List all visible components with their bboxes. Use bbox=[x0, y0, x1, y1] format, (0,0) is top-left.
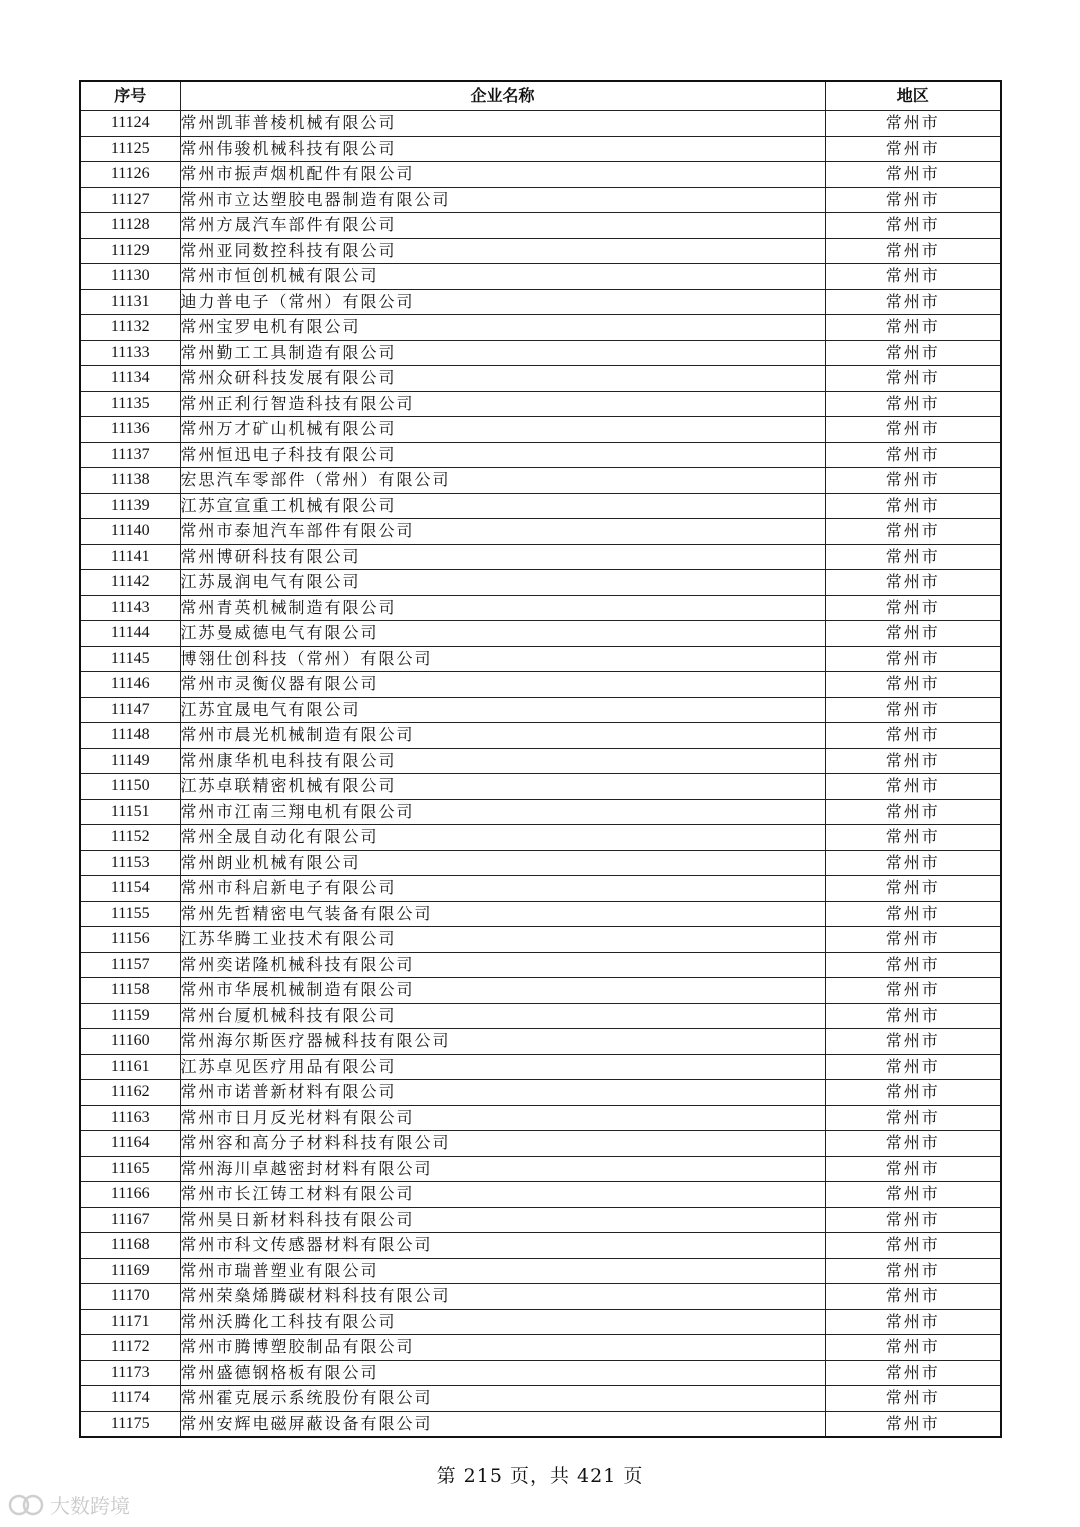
cell-region: 常州市 bbox=[825, 1105, 1001, 1131]
cell-serial-number: 11125 bbox=[80, 136, 180, 162]
table-row bbox=[80, 1411, 1001, 1437]
table-row bbox=[80, 238, 1001, 264]
cell-serial-number: 11157 bbox=[80, 952, 180, 978]
table-row bbox=[80, 111, 1001, 137]
table-row bbox=[80, 646, 1001, 672]
cell-company-name: 江苏华腾工业技术有限公司 bbox=[180, 927, 825, 953]
cell-serial-number: 11148 bbox=[80, 723, 180, 749]
cell-company-name: 常州荣燊烯腾碳材料科技有限公司 bbox=[180, 1284, 825, 1310]
table-row bbox=[80, 799, 1001, 825]
table-row bbox=[80, 442, 1001, 468]
enterprise-table bbox=[79, 80, 1002, 1438]
cell-serial-number: 11175 bbox=[80, 1411, 180, 1437]
cell-serial-number: 11139 bbox=[80, 493, 180, 519]
cell-serial-number: 11129 bbox=[80, 238, 180, 264]
table-row bbox=[80, 748, 1001, 774]
cell-company-name: 常州青英机械制造有限公司 bbox=[180, 595, 825, 621]
table-row bbox=[80, 1360, 1001, 1386]
cell-region: 常州市 bbox=[825, 1386, 1001, 1412]
cell-company-name: 江苏宜晟电气有限公司 bbox=[180, 697, 825, 723]
cell-region: 常州市 bbox=[825, 1003, 1001, 1029]
table-row bbox=[80, 162, 1001, 188]
cell-region: 常州市 bbox=[825, 1131, 1001, 1157]
table-row bbox=[80, 927, 1001, 953]
table-row bbox=[80, 289, 1001, 315]
cell-company-name: 常州市立达塑胶电器制造有限公司 bbox=[180, 187, 825, 213]
cell-region: 常州市 bbox=[825, 723, 1001, 749]
table-row bbox=[80, 1080, 1001, 1106]
watermark bbox=[8, 1490, 130, 1519]
cell-company-name: 博翎仕创科技（常州）有限公司 bbox=[180, 646, 825, 672]
cell-region: 常州市 bbox=[825, 774, 1001, 800]
cell-company-name: 常州市科启新电子有限公司 bbox=[180, 876, 825, 902]
table-row bbox=[80, 468, 1001, 494]
cell-serial-number: 11160 bbox=[80, 1029, 180, 1055]
cell-company-name: 常州康华机电科技有限公司 bbox=[180, 748, 825, 774]
cell-region: 常州市 bbox=[825, 111, 1001, 137]
cell-serial-number: 11159 bbox=[80, 1003, 180, 1029]
watermark-logo-icon bbox=[8, 1493, 44, 1517]
watermark-text: 大数跨境 bbox=[50, 1494, 130, 1518]
table-row bbox=[80, 850, 1001, 876]
table-row bbox=[80, 1233, 1001, 1259]
table-row bbox=[80, 417, 1001, 443]
table-row bbox=[80, 136, 1001, 162]
table-row bbox=[80, 1386, 1001, 1412]
cell-region: 常州市 bbox=[825, 1360, 1001, 1386]
table-row bbox=[80, 1029, 1001, 1055]
cell-serial-number: 11132 bbox=[80, 315, 180, 341]
cell-serial-number: 11156 bbox=[80, 927, 180, 953]
cell-serial-number: 11164 bbox=[80, 1131, 180, 1157]
table-row bbox=[80, 978, 1001, 1004]
table-row bbox=[80, 1131, 1001, 1157]
table-row bbox=[80, 519, 1001, 545]
cell-company-name: 常州容和高分子材料科技有限公司 bbox=[180, 1131, 825, 1157]
cell-company-name: 常州市腾博塑胶制品有限公司 bbox=[180, 1335, 825, 1361]
cell-region: 常州市 bbox=[825, 340, 1001, 366]
cell-serial-number: 11134 bbox=[80, 366, 180, 392]
cell-serial-number: 11167 bbox=[80, 1207, 180, 1233]
table-row bbox=[80, 1207, 1001, 1233]
cell-serial-number: 11155 bbox=[80, 901, 180, 927]
table-row bbox=[80, 264, 1001, 290]
cell-company-name: 常州万才矿山机械有限公司 bbox=[180, 417, 825, 443]
header-region: 地区 bbox=[825, 81, 1001, 111]
cell-company-name: 常州市瑞普塑业有限公司 bbox=[180, 1258, 825, 1284]
cell-company-name: 常州海尔斯医疗器械科技有限公司 bbox=[180, 1029, 825, 1055]
table-row bbox=[80, 187, 1001, 213]
cell-region: 常州市 bbox=[825, 952, 1001, 978]
cell-serial-number: 11152 bbox=[80, 825, 180, 851]
cell-company-name: 常州宝罗电机有限公司 bbox=[180, 315, 825, 341]
cell-region: 常州市 bbox=[825, 876, 1001, 902]
cell-serial-number: 11133 bbox=[80, 340, 180, 366]
cell-serial-number: 11137 bbox=[80, 442, 180, 468]
table-row bbox=[80, 1156, 1001, 1182]
cell-region: 常州市 bbox=[825, 213, 1001, 239]
cell-serial-number: 11169 bbox=[80, 1258, 180, 1284]
cell-company-name: 常州先哲精密电气装备有限公司 bbox=[180, 901, 825, 927]
cell-company-name: 常州博研科技有限公司 bbox=[180, 544, 825, 570]
cell-serial-number: 11165 bbox=[80, 1156, 180, 1182]
table-row bbox=[80, 1284, 1001, 1310]
cell-serial-number: 11161 bbox=[80, 1054, 180, 1080]
table-row bbox=[80, 1258, 1001, 1284]
cell-region: 常州市 bbox=[825, 978, 1001, 1004]
cell-company-name: 常州朗业机械有限公司 bbox=[180, 850, 825, 876]
cell-region: 常州市 bbox=[825, 1029, 1001, 1055]
header-company-name: 企业名称 bbox=[180, 81, 825, 111]
cell-serial-number: 11166 bbox=[80, 1182, 180, 1208]
table-row bbox=[80, 825, 1001, 851]
cell-region: 常州市 bbox=[825, 519, 1001, 545]
cell-company-name: 江苏卓见医疗用品有限公司 bbox=[180, 1054, 825, 1080]
cell-region: 常州市 bbox=[825, 493, 1001, 519]
table-row bbox=[80, 493, 1001, 519]
cell-serial-number: 11142 bbox=[80, 570, 180, 596]
cell-serial-number: 11173 bbox=[80, 1360, 180, 1386]
cell-serial-number: 11141 bbox=[80, 544, 180, 570]
cell-serial-number: 11171 bbox=[80, 1309, 180, 1335]
cell-company-name: 江苏卓联精密机械有限公司 bbox=[180, 774, 825, 800]
cell-serial-number: 11128 bbox=[80, 213, 180, 239]
table-row bbox=[80, 1182, 1001, 1208]
cell-company-name: 常州亚同数控科技有限公司 bbox=[180, 238, 825, 264]
cell-company-name: 常州安辉电磁屏蔽设备有限公司 bbox=[180, 1411, 825, 1437]
cell-serial-number: 11162 bbox=[80, 1080, 180, 1106]
cell-company-name: 常州方晟汽车部件有限公司 bbox=[180, 213, 825, 239]
cell-region: 常州市 bbox=[825, 850, 1001, 876]
cell-region: 常州市 bbox=[825, 1233, 1001, 1259]
cell-region: 常州市 bbox=[825, 1309, 1001, 1335]
cell-region: 常州市 bbox=[825, 1335, 1001, 1361]
table-row bbox=[80, 213, 1001, 239]
table-row bbox=[80, 340, 1001, 366]
cell-company-name: 常州市江南三翔电机有限公司 bbox=[180, 799, 825, 825]
cell-region: 常州市 bbox=[825, 289, 1001, 315]
cell-serial-number: 11144 bbox=[80, 621, 180, 647]
cell-company-name: 常州凯菲普棱机械有限公司 bbox=[180, 111, 825, 137]
cell-serial-number: 11145 bbox=[80, 646, 180, 672]
cell-region: 常州市 bbox=[825, 825, 1001, 851]
table-row bbox=[80, 1003, 1001, 1029]
cell-serial-number: 11149 bbox=[80, 748, 180, 774]
cell-company-name: 宏思汽车零部件（常州）有限公司 bbox=[180, 468, 825, 494]
cell-region: 常州市 bbox=[825, 1258, 1001, 1284]
cell-region: 常州市 bbox=[825, 442, 1001, 468]
cell-region: 常州市 bbox=[825, 901, 1001, 927]
cell-company-name: 常州市长江铸工材料有限公司 bbox=[180, 1182, 825, 1208]
cell-company-name: 江苏晟润电气有限公司 bbox=[180, 570, 825, 596]
cell-region: 常州市 bbox=[825, 1054, 1001, 1080]
cell-region: 常州市 bbox=[825, 1411, 1001, 1437]
cell-company-name: 常州全晟自动化有限公司 bbox=[180, 825, 825, 851]
cell-region: 常州市 bbox=[825, 748, 1001, 774]
cell-serial-number: 11158 bbox=[80, 978, 180, 1004]
cell-company-name: 常州台厦机械科技有限公司 bbox=[180, 1003, 825, 1029]
cell-region: 常州市 bbox=[825, 187, 1001, 213]
cell-region: 常州市 bbox=[825, 646, 1001, 672]
cell-company-name: 常州盛德钢格板有限公司 bbox=[180, 1360, 825, 1386]
cell-region: 常州市 bbox=[825, 264, 1001, 290]
cell-serial-number: 11163 bbox=[80, 1105, 180, 1131]
cell-company-name: 江苏宣宣重工机械有限公司 bbox=[180, 493, 825, 519]
cell-company-name: 常州昊日新材料科技有限公司 bbox=[180, 1207, 825, 1233]
cell-region: 常州市 bbox=[825, 1284, 1001, 1310]
cell-company-name: 常州市振声烟机配件有限公司 bbox=[180, 162, 825, 188]
cell-serial-number: 11124 bbox=[80, 111, 180, 137]
cell-region: 常州市 bbox=[825, 570, 1001, 596]
cell-company-name: 常州恒迅电子科技有限公司 bbox=[180, 442, 825, 468]
cell-region: 常州市 bbox=[825, 1207, 1001, 1233]
cell-company-name: 常州海川卓越密封材料有限公司 bbox=[180, 1156, 825, 1182]
cell-serial-number: 11127 bbox=[80, 187, 180, 213]
cell-region: 常州市 bbox=[825, 162, 1001, 188]
cell-serial-number: 11131 bbox=[80, 289, 180, 315]
cell-region: 常州市 bbox=[825, 544, 1001, 570]
cell-company-name: 常州霍克展示系统股份有限公司 bbox=[180, 1386, 825, 1412]
cell-serial-number: 11168 bbox=[80, 1233, 180, 1259]
cell-region: 常州市 bbox=[825, 595, 1001, 621]
cell-company-name: 常州市日月反光材料有限公司 bbox=[180, 1105, 825, 1131]
cell-company-name: 常州伟骏机械科技有限公司 bbox=[180, 136, 825, 162]
cell-region: 常州市 bbox=[825, 1080, 1001, 1106]
cell-region: 常州市 bbox=[825, 927, 1001, 953]
cell-serial-number: 11126 bbox=[80, 162, 180, 188]
cell-serial-number: 11140 bbox=[80, 519, 180, 545]
cell-serial-number: 11143 bbox=[80, 595, 180, 621]
cell-serial-number: 11153 bbox=[80, 850, 180, 876]
table-row bbox=[80, 391, 1001, 417]
cell-company-name: 常州正利行智造科技有限公司 bbox=[180, 391, 825, 417]
table-row bbox=[80, 901, 1001, 927]
table-row bbox=[80, 315, 1001, 341]
cell-serial-number: 11136 bbox=[80, 417, 180, 443]
table-row bbox=[80, 876, 1001, 902]
cell-company-name: 常州勤工工具制造有限公司 bbox=[180, 340, 825, 366]
cell-serial-number: 11130 bbox=[80, 264, 180, 290]
cell-serial-number: 11172 bbox=[80, 1335, 180, 1361]
cell-company-name: 常州市灵衡仪器有限公司 bbox=[180, 672, 825, 698]
cell-region: 常州市 bbox=[825, 136, 1001, 162]
cell-region: 常州市 bbox=[825, 672, 1001, 698]
cell-serial-number: 11154 bbox=[80, 876, 180, 902]
table-row bbox=[80, 595, 1001, 621]
cell-region: 常州市 bbox=[825, 1156, 1001, 1182]
table-row bbox=[80, 1054, 1001, 1080]
table-header-row bbox=[80, 81, 1001, 111]
cell-region: 常州市 bbox=[825, 315, 1001, 341]
cell-company-name: 常州众研科技发展有限公司 bbox=[180, 366, 825, 392]
cell-serial-number: 11170 bbox=[80, 1284, 180, 1310]
cell-company-name: 常州市恒创机械有限公司 bbox=[180, 264, 825, 290]
cell-serial-number: 11135 bbox=[80, 391, 180, 417]
cell-region: 常州市 bbox=[825, 468, 1001, 494]
cell-serial-number: 11174 bbox=[80, 1386, 180, 1412]
page-number: 第 215 页，共 421 页 bbox=[436, 1465, 644, 1487]
cell-serial-number: 11138 bbox=[80, 468, 180, 494]
cell-serial-number: 11150 bbox=[80, 774, 180, 800]
table-row bbox=[80, 1309, 1001, 1335]
table-row bbox=[80, 544, 1001, 570]
cell-region: 常州市 bbox=[825, 621, 1001, 647]
table-row bbox=[80, 952, 1001, 978]
cell-company-name: 迪力普电子（常州）有限公司 bbox=[180, 289, 825, 315]
cell-company-name: 常州市诺普新材料有限公司 bbox=[180, 1080, 825, 1106]
cell-region: 常州市 bbox=[825, 1182, 1001, 1208]
cell-company-name: 常州市华展机械制造有限公司 bbox=[180, 978, 825, 1004]
table-row bbox=[80, 1105, 1001, 1131]
table-row bbox=[80, 366, 1001, 392]
cell-company-name: 常州市科文传感器材料有限公司 bbox=[180, 1233, 825, 1259]
table-row bbox=[80, 621, 1001, 647]
table-row bbox=[80, 672, 1001, 698]
cell-region: 常州市 bbox=[825, 238, 1001, 264]
cell-serial-number: 11146 bbox=[80, 672, 180, 698]
cell-company-name: 常州市泰旭汽车部件有限公司 bbox=[180, 519, 825, 545]
cell-serial-number: 11147 bbox=[80, 697, 180, 723]
cell-company-name: 常州沃腾化工科技有限公司 bbox=[180, 1309, 825, 1335]
cell-region: 常州市 bbox=[825, 697, 1001, 723]
cell-region: 常州市 bbox=[825, 417, 1001, 443]
cell-region: 常州市 bbox=[825, 391, 1001, 417]
table-row bbox=[80, 723, 1001, 749]
table-row bbox=[80, 570, 1001, 596]
cell-region: 常州市 bbox=[825, 366, 1001, 392]
table-row bbox=[80, 697, 1001, 723]
cell-company-name: 常州奕诺隆机械科技有限公司 bbox=[180, 952, 825, 978]
table-row bbox=[80, 774, 1001, 800]
header-serial-number: 序号 bbox=[80, 81, 180, 111]
table-body bbox=[80, 111, 1001, 1438]
cell-company-name: 常州市晨光机械制造有限公司 bbox=[180, 723, 825, 749]
cell-company-name: 江苏曼威德电气有限公司 bbox=[180, 621, 825, 647]
cell-serial-number: 11151 bbox=[80, 799, 180, 825]
table-row bbox=[80, 1335, 1001, 1361]
cell-region: 常州市 bbox=[825, 799, 1001, 825]
